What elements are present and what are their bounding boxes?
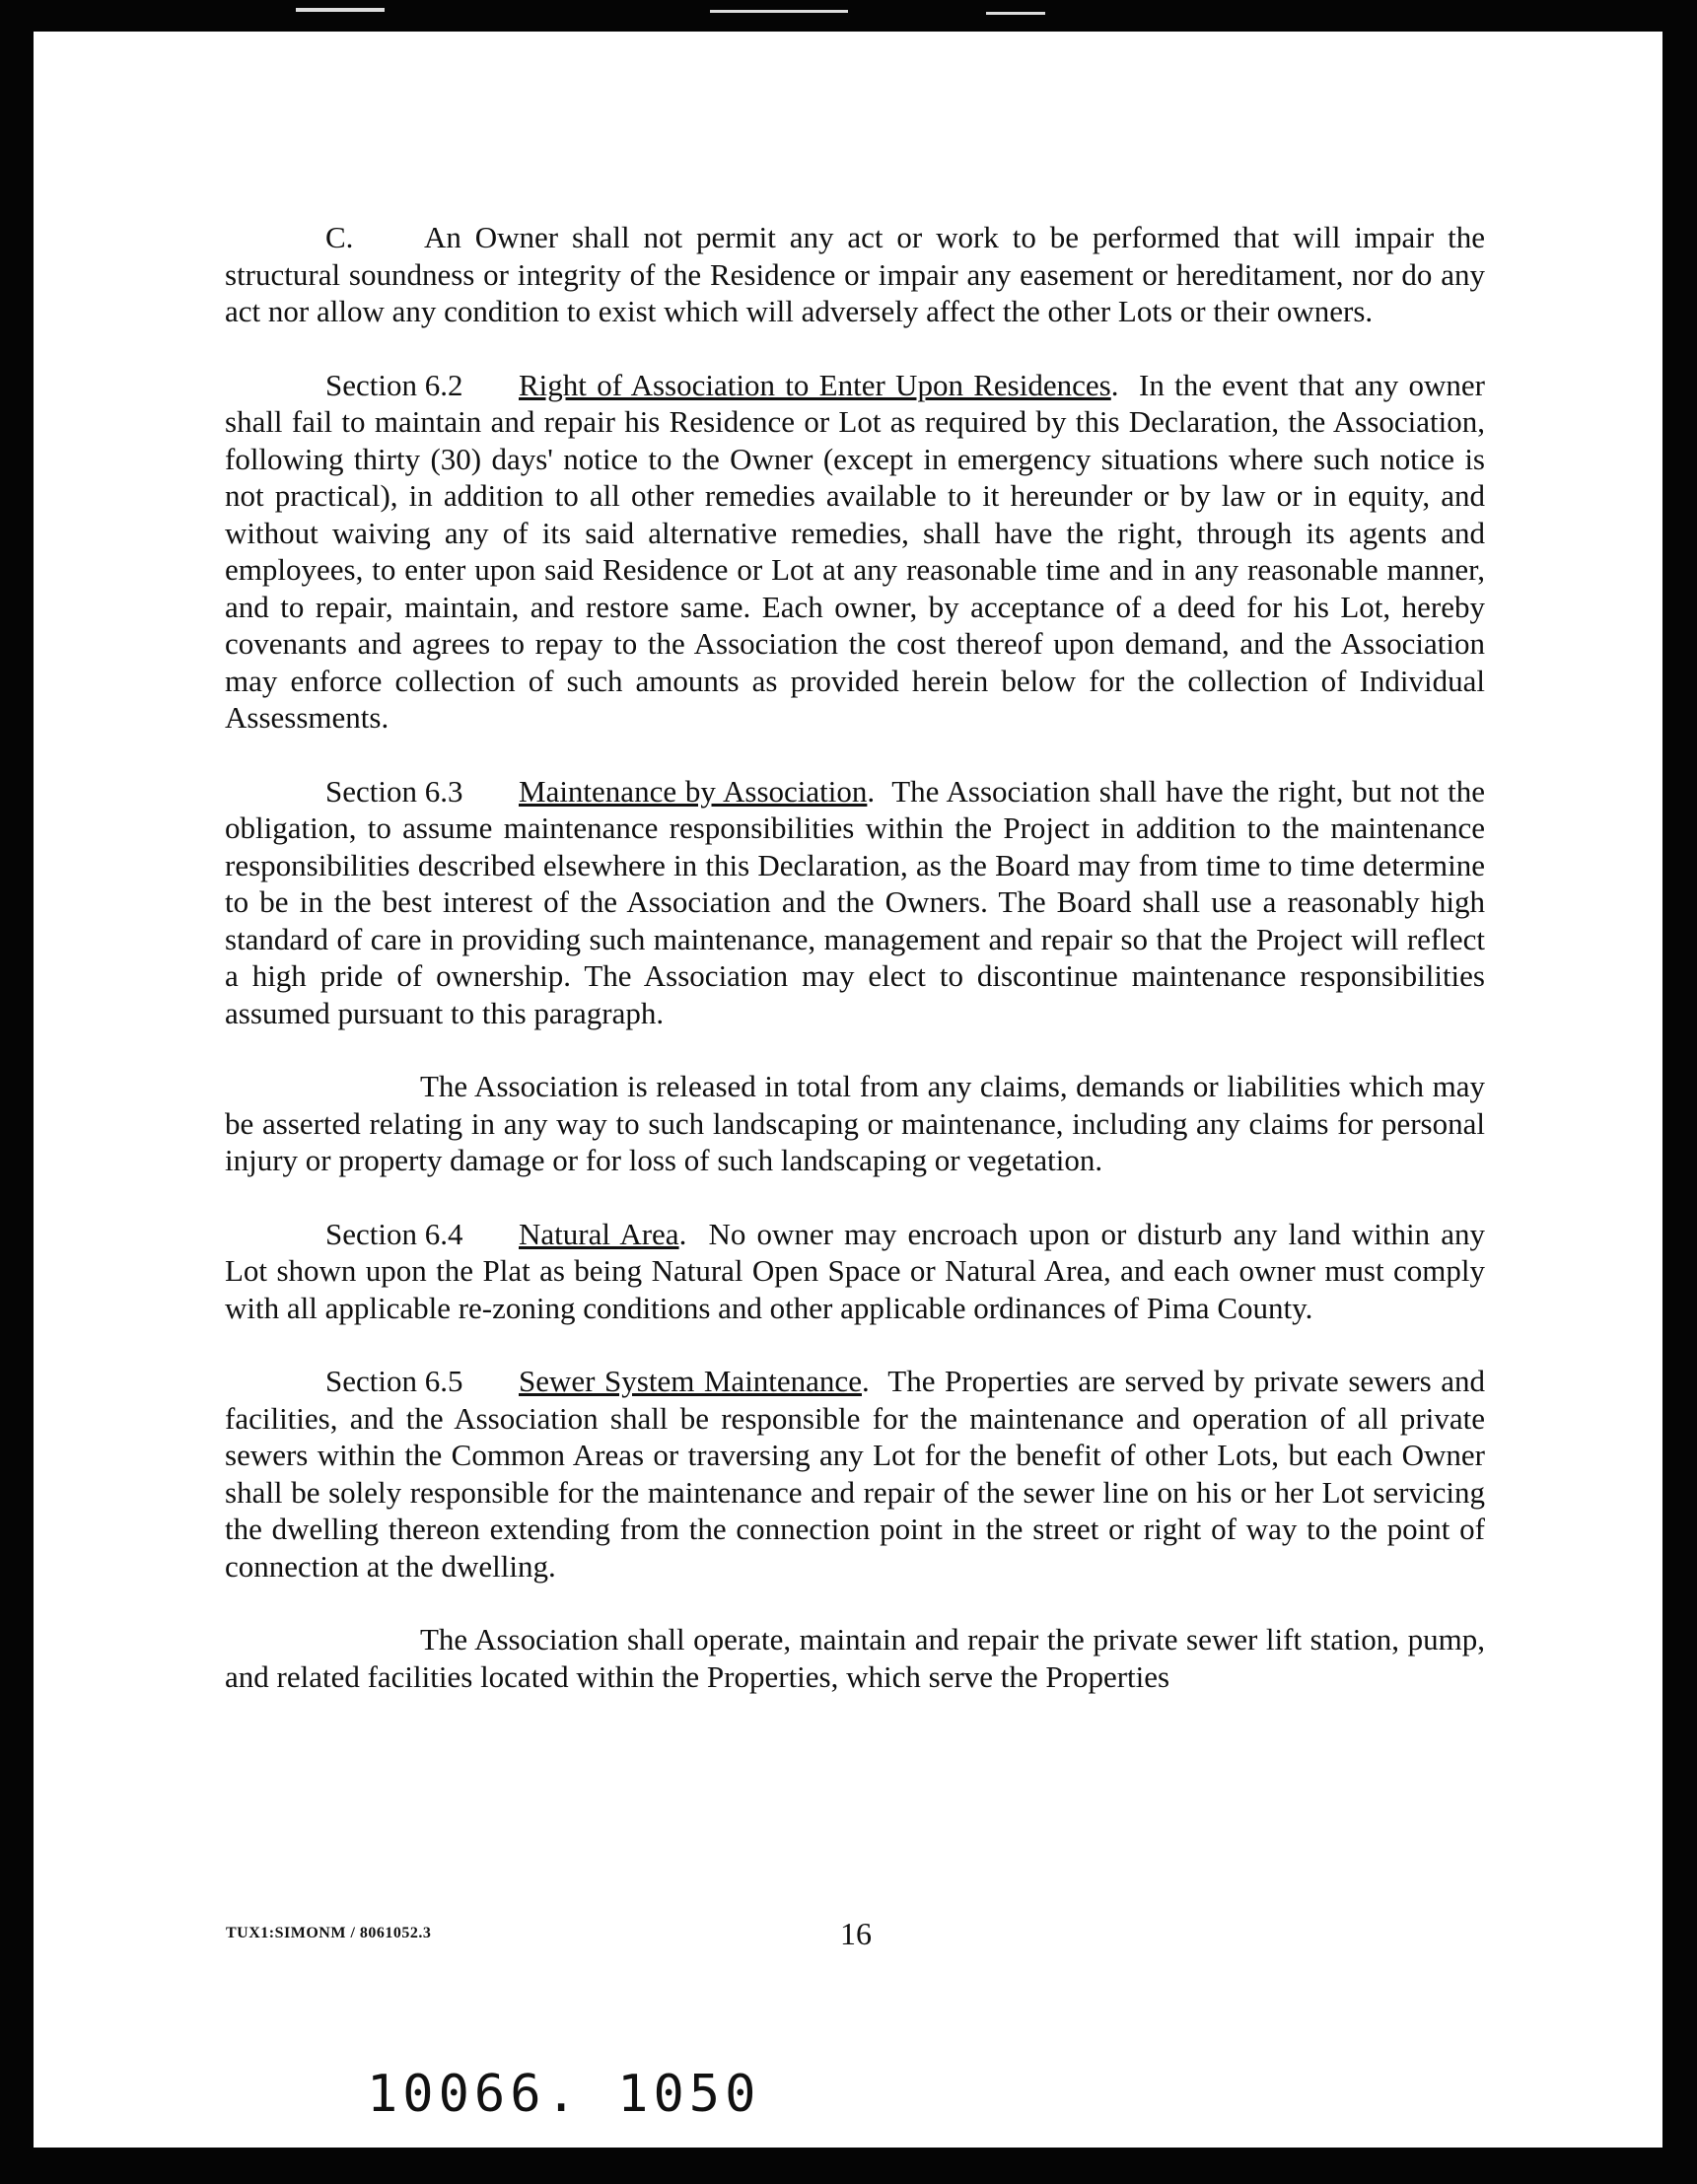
recording-stamp: 10066. 1050 — [367, 2065, 761, 2124]
section-6-5-text-2: The Association shall operate, maintain and repair the private sewer lift station, pump, and related facilities located within the Properties, which serve the Properties — [225, 1622, 1485, 1694]
section-6-4-text: No owner may encroach upon or disturb any land within any Lot shown upon the Plat as being Natural Open Space or Natural Area, and each owner must comply with all applicable re-zoning conditions and other applicable ordinances of Pima County. — [225, 1216, 1485, 1325]
section-6-5-lift-station-paragraph — [225, 1621, 1485, 1695]
scan-artifact — [296, 8, 385, 12]
footer-document-id: TUX1:SIMONM / 8061052.3 — [226, 1925, 432, 1941]
section-6-2: Section 6.2 Right of Association to Enter Upon Residences. In the event that any owner shall fail to maintain and repair his Residence or Lot as required by this Declaration, the Association, following thirty (30) days' notice to the Owner (except in emergency situations where such notice is not practical), in addition to all other remedies available to it hereunder or by law or in equity, and without waiving any of its said alternative remedies, shall have the right, through its agents and employees, to enter upon said Residence or Lot at any reasonable time and in any reasonable manner, and to repair, maintain, and restore same. Each owner, by acceptance of a deed for his Lot, hereby covenants and agrees to repay to the Association the cost thereof upon demand, and the Association may enforce collection of such amounts as provided herein below for the collection of Individual Assessments. — [225, 367, 1486, 735]
scan-artifact — [986, 12, 1045, 15]
paragraph-c-text: An Owner shall not permit any act or work to be performed that will impair the structural soundness or integrity of the Residence or impair any easement or hereditament, nor do any act nor allow any condition to exist which will adversely affect the other Lots or their owners. — [225, 220, 1485, 328]
section-6-5: Section 6.5 Sewer System Maintenance. The Properties are served by private sewers and facilities, and the Association shall be responsible for the maintenance and operation of all private sewers within the Common Areas or traversing any Lot for the benefit of other Lots, but each Owner shall be solely responsible for the maintenance and repair of the sewer line on his or her Lot servicing the dwelling thereon extending from the connection point in the street or right of way to the point of connection at the dwelling. — [225, 1364, 1485, 1584]
section-6-5-text: The Properties are served by private sewers and facilities, and the Association shall be responsible for the maintenance and operation of all private sewers within the Common Areas or traversing any Lot for the benefit of other Lots, but each Owner shall be solely responsible for the maintenance and repair of the sewer line on his or her Lot servicing the dwelling thereon extending from the connection point in the street or right of way to the point of connection at the dwelling. — [225, 1364, 1485, 1584]
section-6-3-text-2: The Association is released in total from any claims, demands or liabilities which may be asserted relating in any way to such landscaping or maintenance, including any claims for personal injury or property damage or for loss of such landscaping or vegetation. — [225, 1069, 1485, 1177]
section-6-5-label: Section 6.5 — [325, 1364, 463, 1398]
section-6-2-text: In the event that any owner shall fail to maintain and repair his Residence or Lot as required by this Declaration, the Association, following thirty (30) days' notice to the Owner (except in emergency situations where such notice is not practical), in addition to all other remedies available to it hereunder or by law or in equity, and without waiving any of its said alternative remedies, shall have the right, through its agents and employees, to enter upon said Residence or Lot at any reasonable time and in any reasonable manner, and to repair, maintain, and restore same. Each owner, by acceptance of a deed for his Lot, hereby covenants and agrees to repay to the Association the cost thereof upon demand, and the Association may enforce collection of such amounts as provided herein below for the collection of Individual Assessments. — [225, 367, 1486, 735]
paragraph-c-label: C. — [325, 220, 354, 254]
section-6-2-title: Right of Association to Enter Upon Residences — [519, 367, 1111, 402]
section-6-3-text: The Association shall have the right, but not the obligation, to assume maintenance responsibilities within the Project in addition to the maintenance responsibilities described elsewhere in this Declaration, as the Board may from time to time determine to be in the best interest of the Association and the Owners. The Board shall use a reasonably high standard of care in providing such maintenance, management and repair so that the Project will reflect a high pride of ownership. The Association may elect to discontinue maintenance responsibilities assumed pursuant to this paragraph. — [225, 773, 1485, 1030]
section-6-3: Section 6.3 Maintenance by Association. The Association shall have the right, but not the obligation, to assume maintenance responsibilities within the Project in addition to the maintenance responsibilities described elsewhere in this Declaration, as the Board may from time to time determine to be in the best interest of the Association and the Owners. The Board shall use a reasonably high standard of care in providing such maintenance, management and repair so that the Project will reflect a high pride of ownership. The Association may elect to discontinue maintenance responsibilities assumed pursuant to this paragraph. — [225, 773, 1485, 1030]
section-6-2-label: Section 6.2 — [325, 367, 463, 402]
section-6-4: Section 6.4 Natural Area. No owner may encroach upon or disturb any land within any Lot shown upon the Plat as being Natural Open Space or Natural Area, and each owner must comply with all applicable re-zoning conditions and other applicable ordinances of Pima County. — [225, 1216, 1485, 1325]
section-6-5-title: Sewer System Maintenance — [519, 1364, 862, 1398]
section-6-3-label: Section 6.3 — [325, 773, 463, 809]
section-6-3-release-paragraph — [225, 1068, 1485, 1179]
document-body — [225, 219, 1485, 1695]
paragraph-c — [225, 219, 1485, 330]
section-6-4-label: Section 6.4 — [325, 1216, 463, 1251]
section-6-4-title: Natural Area — [519, 1216, 679, 1251]
scan-artifact — [710, 10, 848, 13]
section-6-3-title: Maintenance by Association — [519, 773, 868, 809]
page-number: 16 — [840, 1916, 872, 1951]
